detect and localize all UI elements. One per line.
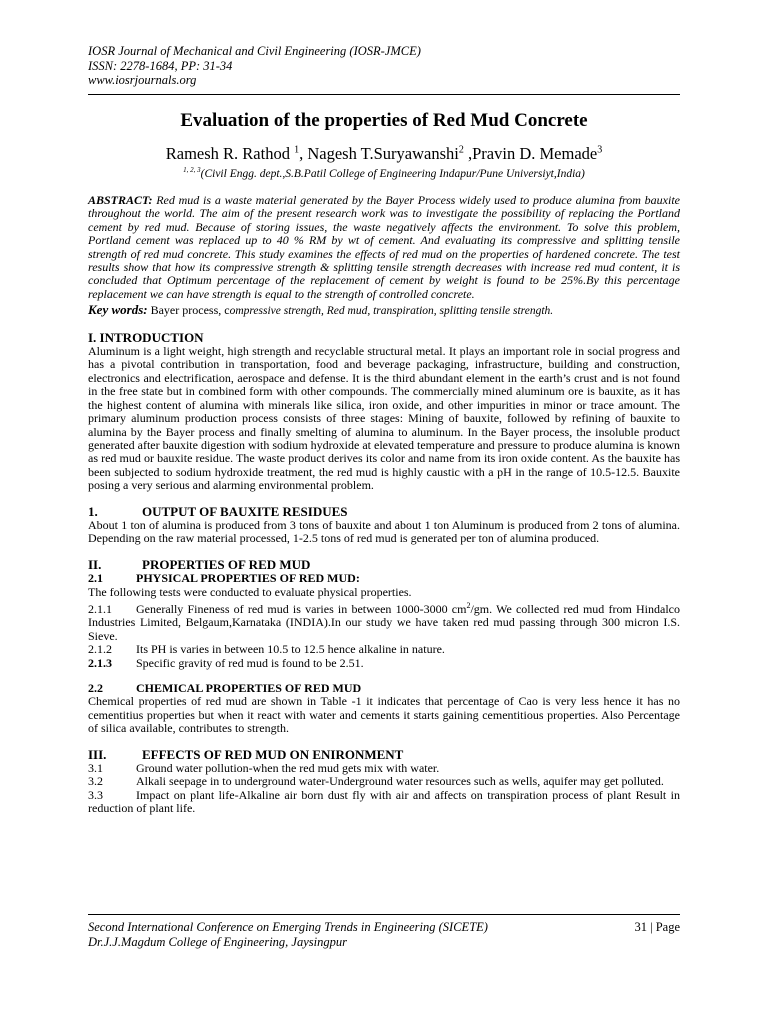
subsection-physical-heading bbox=[88, 572, 680, 585]
subsection-number: 2.1 bbox=[88, 571, 103, 586]
item-text: Impact on plant life-Alkaline air born dust fly with air and affects on transpiration process of plant Result in reduction of plant life. bbox=[88, 787, 680, 816]
effects-item-seepage bbox=[88, 775, 680, 788]
chemical-text: Chemical properties of red mud are shown in Table -1 it indicates that percentage of Cao is very less hence it has no cementitius properties but when it react with water and cements it starts gaining cementitious properties. Also Percentage of silica available, contributes to strength. bbox=[88, 694, 680, 736]
keywords bbox=[88, 303, 680, 318]
journal-name: IOSR Journal of Mechanical and Civil Engineering (IOSR-JMCE) bbox=[88, 44, 421, 58]
physical-intro: The following tests were conducted to evaluate physical properties. bbox=[88, 584, 412, 599]
section-title: PROPERTIES OF RED MUD bbox=[142, 556, 311, 572]
abstract bbox=[88, 194, 680, 301]
section-bauxite-heading bbox=[88, 505, 680, 518]
item-text-cont: /gm. We collected red mud from Hindalco Industries Limited, Belgaum,Karnataka (INDIA).In our study we have taken red mud passing through 300 micron I.S. Sieve. bbox=[88, 601, 680, 643]
item-number: 2.1.3 bbox=[88, 655, 112, 670]
subsection-title: PHYSICAL PROPERTIES OF RED MUD: bbox=[136, 571, 360, 586]
item-number: 3.2 bbox=[88, 774, 103, 789]
keywords-italic: ompressive strength, Red mud, transpiration, splitting tensile strength. bbox=[229, 305, 554, 318]
journal-issn: ISSN: 2278-1684, PP: 31-34 bbox=[88, 58, 233, 73]
item-text: Ground water pollution-when the red mud gets mix with water. bbox=[136, 761, 440, 776]
page-number: 31 | Page bbox=[634, 920, 680, 934]
page-footer bbox=[88, 920, 680, 950]
section-bauxite-text: About 1 ton of alumina is produced from 3 tons of bauxite and about 1 ton Aluminum is produced from 2 tons of alumina. Depending on the raw material processed, 1-2.5 tons of red mud is generated per ton of alumina produced. bbox=[88, 517, 680, 546]
journal-website[interactable]: www.iosrjournals.org bbox=[88, 73, 197, 87]
item-number: 3.3 bbox=[88, 787, 103, 802]
author-2-mark: 2 bbox=[458, 144, 464, 156]
affiliation bbox=[88, 166, 680, 180]
section-title: EFFECTS OF RED MUD ON ENIRONMENT bbox=[142, 746, 404, 762]
header-divider bbox=[88, 94, 680, 95]
keywords-plain: Bayer process, c bbox=[147, 303, 230, 318]
section-number: II. bbox=[88, 556, 102, 572]
section-introduction-heading: I. INTRODUCTION bbox=[88, 329, 204, 345]
section-number: 1. bbox=[88, 503, 98, 519]
section-number: III. bbox=[88, 746, 107, 762]
footer-conference: Second International Conference on Emerging Trends in Engineering (SICETE) bbox=[88, 920, 488, 934]
section-properties-heading bbox=[88, 558, 680, 571]
author-3-mark: 3 bbox=[597, 144, 603, 156]
subsection-title: CHEMICAL PROPERTIES OF RED MUD bbox=[136, 681, 362, 695]
paper-title: Evaluation of the properties of Red Mud Concrete bbox=[180, 110, 588, 131]
effects-item-groundwater bbox=[88, 762, 680, 775]
paper-body bbox=[88, 194, 680, 816]
keywords-label: Key words: bbox=[88, 302, 148, 318]
item-number: 2.1.2 bbox=[88, 642, 112, 657]
section-title: OUTPUT OF BAUXITE RESIDUES bbox=[142, 503, 348, 519]
footer-divider bbox=[88, 914, 680, 915]
physical-item-gravity bbox=[88, 657, 680, 670]
item-text: Generally Fineness of red mud is varies in between 1000-3000 cm bbox=[136, 601, 467, 616]
abstract-label: ABSTRACT: bbox=[88, 193, 153, 207]
subsection-number: 2.2 bbox=[88, 681, 103, 695]
abstract-text: Red mud is a waste material generated by the Bayer Process widely used to produce alumina from bauxite throughout the world. The aim of the present research work was to investigate the possibility of replacing the Portland cement by red mud. Because of storing issues, the waste negatively affects the environment. To solve this problem, Portland cement was replaced up to 40 % RM by wt of cement. And evaluating its compressive and splitting tensile strength of red mud concrete. This study examines the effects of red mud on the properties of hardened concrete. The test results show that how its compressive strength & splitting tensile strength decreases with increase red mud content, it is concluded that Optimum percentage of the replacement of cement by weight is found to be 25%.By this percentage replacement we can have strength is equal to the strength of controlled concrete. bbox=[88, 193, 680, 301]
footer-college: Dr.J.J.Magdum College of Engineering, Jaysingpur bbox=[88, 935, 347, 949]
physical-item-fineness bbox=[88, 599, 680, 643]
effects-item-plant-life bbox=[88, 789, 680, 816]
journal-header bbox=[88, 44, 421, 88]
physical-item-ph bbox=[88, 643, 680, 656]
author-list bbox=[88, 144, 680, 164]
item-text: Its PH is varies in between 10.5 to 12.5 hence alkaline in nature. bbox=[136, 642, 445, 657]
section-effects-heading bbox=[88, 748, 680, 761]
affiliation-text: (Civil Engg. dept.,S.B.Patil College of Engineering Indapur/Pune Universiyt,India) bbox=[200, 167, 585, 180]
author-3: ,Pravin D. Memade bbox=[463, 144, 598, 163]
affiliation-marks: 1, 2, 3 bbox=[183, 166, 201, 174]
section-introduction-text: Aluminum is a light weight, high strength and recyclable structural metal. It plays an important role in social progress and has a pivotal contribution in transportation, food and beverage packaging, infrastructure, building and construction, electronics and electrification, aerospace and defense. It is the third abundant element in the earth’s crust and is not found in the free state but in combined form with other compounds. The commercially mined aluminum ore is bauxite, as it has the highest content of alumina with minerals like silica, iron oxide, and other impurities in minor or trace amount. The primary aluminum production process consists of three stages: Mining of bauxite, followed by refining of bauxite to alumina by the Bayer process and finally smelting of alumina to aluminum. In the Bayer process, the insoluble product generated after bauxite digestion with sodium hydroxide at elevated temperature and pressure to produce alumina is known as red mud or bauxite residue. The waste product derives its color and name from its iron oxide content. As the bauxite has been subjected to sodium hydroxide treatment, the red mud is highly caustic with a pH in the range of 10.5-12.5. Bauxite posing a very serious and alarming environmental problem. bbox=[88, 344, 680, 493]
author-1-mark: 1 bbox=[294, 144, 300, 156]
item-superscript: 2 bbox=[466, 600, 471, 610]
item-text: Alkali seepage in to underground water-Underground water resources such as wells, aquifer may get polluted. bbox=[136, 774, 664, 789]
item-number: 3.1 bbox=[88, 761, 103, 776]
author-2: , Nagesh T.Suryawanshi bbox=[299, 144, 459, 163]
item-number: 2.1.1 bbox=[88, 601, 112, 616]
item-text: Specific gravity of red mud is found to be 2.51. bbox=[136, 655, 364, 670]
author-1: Ramesh R. Rathod bbox=[165, 144, 295, 163]
subsection-chemical-heading bbox=[88, 682, 680, 695]
